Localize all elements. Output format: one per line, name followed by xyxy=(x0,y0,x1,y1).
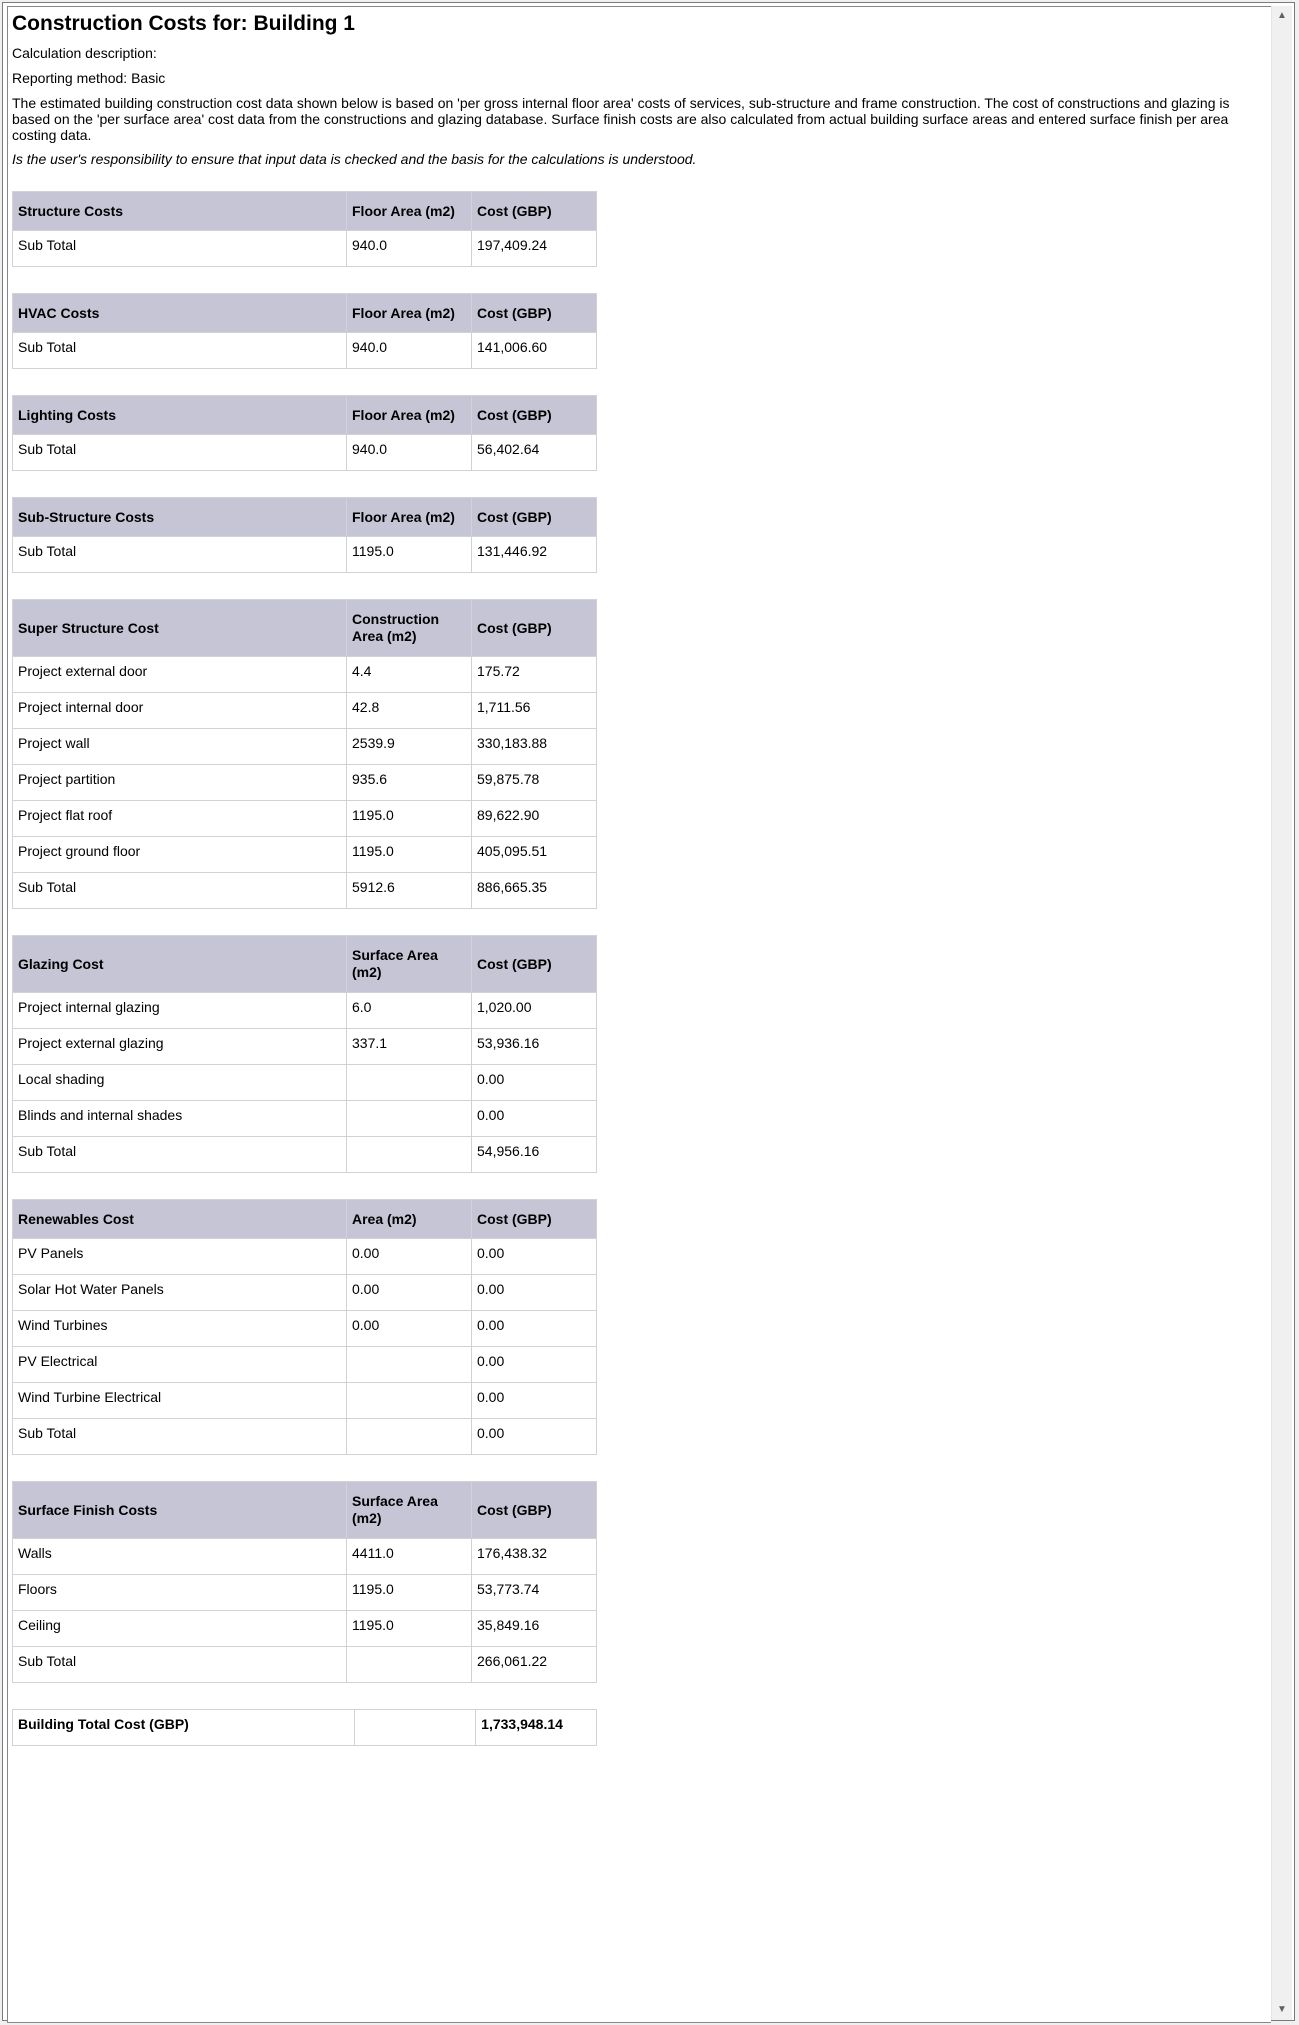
table-cell: 42.8 xyxy=(347,693,472,729)
table-row xyxy=(13,1239,597,1275)
table-cell: 0.00 xyxy=(472,1383,597,1419)
table-cell xyxy=(347,1347,472,1383)
table-cell: Sub Total xyxy=(13,537,347,573)
table-cell: 4411.0 xyxy=(347,1539,472,1575)
column-header: Area (m2) xyxy=(347,1200,472,1239)
table-cell: 197,409.24 xyxy=(472,231,597,267)
table-cell xyxy=(347,1137,472,1173)
table-cell: 0.00 xyxy=(347,1275,472,1311)
page-title: Construction Costs for: Building 1 xyxy=(12,12,355,35)
table-cell: 886,665.35 xyxy=(472,873,597,909)
table-row xyxy=(13,1710,597,1746)
table-cell xyxy=(355,1710,476,1746)
table-row xyxy=(13,993,597,1029)
table-row xyxy=(13,435,597,471)
table-cell: 330,183.88 xyxy=(472,729,597,765)
table-cell: 1195.0 xyxy=(347,1575,472,1611)
table-cell: 266,061.22 xyxy=(472,1647,597,1683)
table-row xyxy=(13,657,597,693)
table-header-row xyxy=(13,498,597,537)
table-cell: 0.00 xyxy=(347,1311,472,1347)
table-cell: 0.00 xyxy=(472,1239,597,1275)
column-header: Glazing Cost xyxy=(13,936,347,993)
table-cell: Project internal glazing xyxy=(13,993,347,1029)
table-cell: 176,438.32 xyxy=(472,1539,597,1575)
table-row xyxy=(13,1101,597,1137)
table-row xyxy=(13,1647,597,1683)
scroll-down-arrow-icon[interactable]: ▼ xyxy=(1277,2004,1287,2015)
table-cell: PV Electrical xyxy=(13,1347,347,1383)
report-viewport[interactable] xyxy=(7,6,1271,2023)
hvac-table xyxy=(12,293,597,369)
table-cell: 0.00 xyxy=(472,1101,597,1137)
column-header: Cost (GBP) xyxy=(472,1200,597,1239)
column-header: Floor Area (m2) xyxy=(347,192,472,231)
column-header: Cost (GBP) xyxy=(472,396,597,435)
column-header: Floor Area (m2) xyxy=(347,294,472,333)
column-header: Cost (GBP) xyxy=(472,192,597,231)
table-cell: 4.4 xyxy=(347,657,472,693)
table-cell: Wind Turbine Electrical xyxy=(13,1383,347,1419)
table-row xyxy=(13,765,597,801)
table-cell: Project wall xyxy=(13,729,347,765)
table-cell xyxy=(347,1101,472,1137)
table-cell: Project flat roof xyxy=(13,801,347,837)
table-row xyxy=(13,1029,597,1065)
column-header: HVAC Costs xyxy=(13,294,347,333)
table-cell: Sub Total xyxy=(13,231,347,267)
scroll-up-arrow-icon[interactable]: ▲ xyxy=(1277,10,1287,21)
table-cell: Building Total Cost (GBP) xyxy=(13,1710,355,1746)
structure-table xyxy=(12,191,597,267)
report-window xyxy=(2,2,1295,2021)
table-cell: 1,020.00 xyxy=(472,993,597,1029)
table-row xyxy=(13,1311,597,1347)
table-row xyxy=(13,1419,597,1455)
table-cell: 141,006.60 xyxy=(472,333,597,369)
table-cell: 1195.0 xyxy=(347,801,472,837)
column-header: Structure Costs xyxy=(13,192,347,231)
table-row xyxy=(13,729,597,765)
column-header: Cost (GBP) xyxy=(472,498,597,537)
column-header: Cost (GBP) xyxy=(472,600,597,657)
table-cell: 0.00 xyxy=(472,1347,597,1383)
column-header: Surface Finish Costs xyxy=(13,1482,347,1539)
column-header: Renewables Cost xyxy=(13,1200,347,1239)
table-cell: Project ground floor xyxy=(13,837,347,873)
table-cell: 6.0 xyxy=(347,993,472,1029)
table-cell: 940.0 xyxy=(347,231,472,267)
table-cell: 2539.9 xyxy=(347,729,472,765)
table-cell: 89,622.90 xyxy=(472,801,597,837)
table-cell: Project internal door xyxy=(13,693,347,729)
table-header-row xyxy=(13,936,597,993)
table-cell: 56,402.64 xyxy=(472,435,597,471)
table-cell: 940.0 xyxy=(347,435,472,471)
table-cell: Project partition xyxy=(13,765,347,801)
table-cell: Local shading xyxy=(13,1065,347,1101)
table-cell: Floors xyxy=(13,1575,347,1611)
table-row xyxy=(13,1383,597,1419)
table-row xyxy=(13,1539,597,1575)
table-cell: Sub Total xyxy=(13,1647,347,1683)
table-cell: Project external glazing xyxy=(13,1029,347,1065)
table-cell: 940.0 xyxy=(347,333,472,369)
glazing-table xyxy=(12,935,597,1173)
table-cell: Solar Hot Water Panels xyxy=(13,1275,347,1311)
table-cell: Sub Total xyxy=(13,1419,347,1455)
table-cell: PV Panels xyxy=(13,1239,347,1275)
table-header-row xyxy=(13,1200,597,1239)
table-cell: Walls xyxy=(13,1539,347,1575)
table-header-row xyxy=(13,1482,597,1539)
table-cell: 1,711.56 xyxy=(472,693,597,729)
table-row xyxy=(13,873,597,909)
table-cell: Blinds and internal shades xyxy=(13,1101,347,1137)
table-cell: 0.00 xyxy=(472,1065,597,1101)
table-cell: 405,095.51 xyxy=(472,837,597,873)
table-cell: Wind Turbines xyxy=(13,1311,347,1347)
table-cell: Project external door xyxy=(13,657,347,693)
table-header-row xyxy=(13,192,597,231)
vertical-scrollbar[interactable] xyxy=(1271,6,1292,2020)
table-cell xyxy=(347,1065,472,1101)
column-header: Surface Area (m2) xyxy=(347,1482,472,1539)
table-row xyxy=(13,1575,597,1611)
table-row xyxy=(13,231,597,267)
table-row xyxy=(13,1611,597,1647)
table-cell: 0.00 xyxy=(472,1275,597,1311)
table-cell: 53,773.74 xyxy=(472,1575,597,1611)
table-cell xyxy=(347,1647,472,1683)
table-cell: 59,875.78 xyxy=(472,765,597,801)
table-row xyxy=(13,837,597,873)
table-cell: 1195.0 xyxy=(347,837,472,873)
table-cell: 0.00 xyxy=(472,1419,597,1455)
table-cell: Ceiling xyxy=(13,1611,347,1647)
lighting-table xyxy=(12,395,597,471)
table-cell: 175.72 xyxy=(472,657,597,693)
table-cell: 0.00 xyxy=(347,1239,472,1275)
substructure-table xyxy=(12,497,597,573)
table-cell: 53,936.16 xyxy=(472,1029,597,1065)
column-header: Floor Area (m2) xyxy=(347,498,472,537)
table-cell: 5912.6 xyxy=(347,873,472,909)
column-header: Cost (GBP) xyxy=(472,294,597,333)
column-header: Lighting Costs xyxy=(13,396,347,435)
table-row xyxy=(13,537,597,573)
table-cell: 35,849.16 xyxy=(472,1611,597,1647)
table-row xyxy=(13,1347,597,1383)
table-cell: 935.6 xyxy=(347,765,472,801)
reporting-method: Reporting method: Basic xyxy=(12,70,166,86)
surface-finish-table xyxy=(12,1481,597,1683)
intro-text: The estimated building construction cost data shown below is based on 'per gross internal floor area' costs of services, sub-structure and frame construction. The cost of constructions and glazing is based on the 'per surface area' cost data from the constructions and glazing database. Surface finish costs are also calculated from actual building surface areas and entered surface finish per area costing data. xyxy=(12,95,1230,143)
table-cell: Sub Total xyxy=(13,333,347,369)
column-header: Floor Area (m2) xyxy=(347,396,472,435)
table-cell: 0.00 xyxy=(472,1311,597,1347)
table-cell: 337.1 xyxy=(347,1029,472,1065)
table-row xyxy=(13,1065,597,1101)
column-header: Cost (GBP) xyxy=(472,936,597,993)
cost-tables xyxy=(12,191,1267,1746)
column-header: Construction Area (m2) xyxy=(347,600,472,657)
disclaimer-text: Is the user's responsibility to ensure that input data is checked and the basis for the calculations is understood. xyxy=(12,151,697,167)
superstructure-table xyxy=(12,599,597,909)
table-row xyxy=(13,1275,597,1311)
column-header: Sub-Structure Costs xyxy=(13,498,347,537)
table-row xyxy=(13,1137,597,1173)
table-header-row xyxy=(13,294,597,333)
table-cell xyxy=(347,1419,472,1455)
table-cell: 131,446.92 xyxy=(472,537,597,573)
table-cell: Sub Total xyxy=(13,1137,347,1173)
column-header: Super Structure Cost xyxy=(13,600,347,657)
table-cell: Sub Total xyxy=(13,873,347,909)
table-row xyxy=(13,333,597,369)
table-cell: 54,956.16 xyxy=(472,1137,597,1173)
report-content xyxy=(8,7,1271,1746)
table-cell: 1195.0 xyxy=(347,537,472,573)
table-cell: 1195.0 xyxy=(347,1611,472,1647)
column-header: Cost (GBP) xyxy=(472,1482,597,1539)
table-row xyxy=(13,693,597,729)
table-cell: Sub Total xyxy=(13,435,347,471)
table-cell: 1,733,948.14 xyxy=(476,1710,597,1746)
total-table xyxy=(12,1709,597,1746)
table-cell xyxy=(347,1383,472,1419)
column-header: Surface Area (m2) xyxy=(347,936,472,993)
table-header-row xyxy=(13,600,597,657)
renewables-table xyxy=(12,1199,597,1455)
table-row xyxy=(13,801,597,837)
calc-description: Calculation description: xyxy=(12,45,157,61)
table-header-row xyxy=(13,396,597,435)
